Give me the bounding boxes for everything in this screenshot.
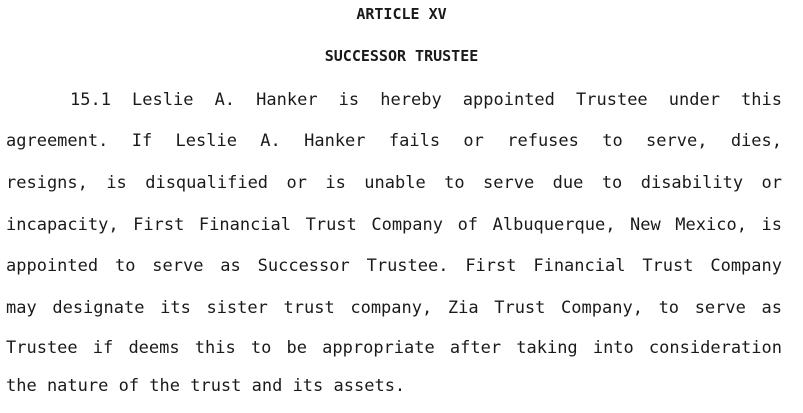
paragraph-line: appointed to serve as Successor Trustee. First Financial Trust Company [6,256,782,276]
article-title: SUCCESSOR TRUSTEE [324,47,479,65]
paragraph-line: the nature of the trust and its assets. [6,376,406,396]
paragraph-line: may designate its sister trust company, Zia Trust Company, to serve as [6,298,782,318]
paragraph-line: 15.1 Leslie A. Hanker is hereby appointed Trustee under this [70,90,782,110]
paragraph-line: Trustee if deems this to be appropriate after taking into consideration [6,338,782,358]
paragraph-line: agreement. If Leslie A. Hanker fails or refuses to serve, dies, [6,131,782,151]
article-number: ARTICLE XV [356,5,447,23]
paragraph-line: incapacity, First Financial Trust Company of Albuquerque, New Mexico, is [6,215,782,235]
paragraph-line: resigns, is disqualified or is unable to serve due to disability or [6,173,782,193]
